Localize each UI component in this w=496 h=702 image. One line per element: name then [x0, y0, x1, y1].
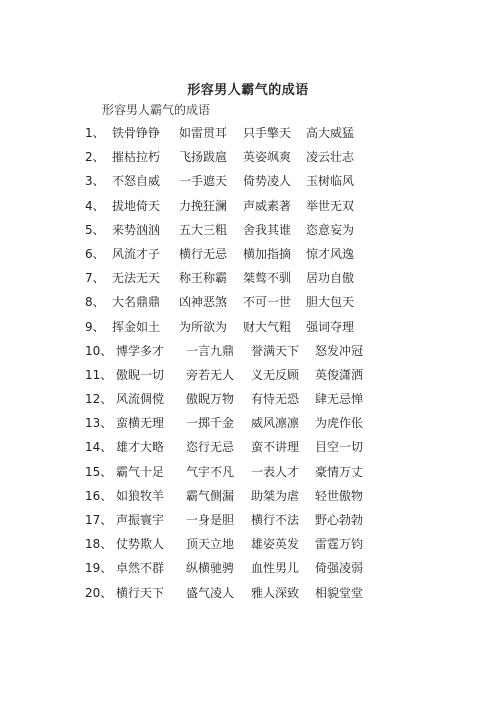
idiom: 卓然不群 [116, 561, 165, 576]
idiom: 胆大包天 [306, 295, 355, 310]
idiom: 为所欲为 [179, 319, 228, 334]
idiom: 有恃无恐 [251, 392, 300, 407]
idiom: 一掷千金 [186, 416, 235, 431]
item-number: 12、 [85, 392, 113, 407]
idiom: 大名鼎鼎 [112, 295, 161, 310]
item-number: 19、 [85, 561, 113, 576]
idiom: 不可一世 [243, 295, 292, 310]
idiom: 蛮横无理 [116, 416, 165, 431]
idiom: 飞扬跋扈 [179, 150, 228, 165]
item-number: 18、 [85, 537, 113, 552]
idiom: 霸气侧漏 [186, 488, 235, 503]
idiom: 横行不法 [251, 513, 300, 527]
idiom: 英姿飒爽 [243, 150, 292, 165]
idiom: 为虎作伥 [315, 416, 364, 431]
idiom: 凌云壮志 [306, 150, 355, 165]
idiom: 力挽狂澜 [179, 198, 228, 213]
item-number: 6、 [85, 246, 105, 261]
item-number: 1、 [85, 126, 105, 140]
idiom: 声振寰宇 [116, 513, 165, 527]
idiom: 桀骜不驯 [243, 271, 292, 286]
document-subtitle: 形容男人霸气的成语 [102, 103, 211, 117]
idiom: 摧枯拉朽 [112, 150, 161, 165]
idiom: 财大气粗 [243, 319, 292, 334]
idiom: 高大威猛 [306, 126, 355, 140]
idiom: 雅人深致 [251, 585, 300, 600]
idiom: 威风凛凛 [251, 416, 300, 431]
item-number: 5、 [85, 222, 105, 237]
idiom: 横加指摘 [243, 246, 292, 261]
idiom: 舍我其谁 [243, 222, 292, 237]
document-title: 形容男人霸气的成语 [187, 83, 309, 98]
idiom: 傲睨万物 [186, 392, 235, 407]
item-number: 7、 [85, 271, 105, 286]
idiom: 英俊潇洒 [315, 367, 364, 382]
idiom: 旁若无人 [186, 367, 235, 382]
idiom: 博学多才 [116, 343, 165, 358]
idiom: 横行无忌 [179, 246, 228, 261]
idiom: 顶天立地 [186, 537, 235, 552]
idiom: 霸气十足 [116, 464, 165, 479]
item-number: 4、 [85, 198, 105, 213]
idiom: 声威素著 [243, 198, 292, 213]
idiom: 恣行无忌 [186, 440, 235, 455]
idiom: 凶神恶煞 [179, 295, 228, 310]
idiom: 恣意妄为 [306, 222, 355, 237]
item-number: 9、 [85, 319, 105, 334]
idiom: 野心勃勃 [315, 513, 364, 527]
idiom: 雄姿英发 [251, 537, 300, 552]
idiom: 玉树临风 [306, 174, 355, 189]
idiom: 铁骨铮铮 [112, 126, 161, 140]
idiom: 助桀为虐 [251, 488, 300, 503]
idiom: 肆无忌惮 [315, 392, 364, 407]
idiom: 血性男儿 [251, 561, 300, 576]
idiom: 一手遮天 [179, 174, 228, 189]
idiom: 雄才大略 [116, 440, 165, 455]
idiom: 傲睨一切 [116, 367, 165, 382]
idiom: 义无反顾 [251, 367, 300, 382]
idiom: 无法无天 [112, 271, 161, 286]
idiom: 不怒自威 [112, 174, 161, 189]
idiom: 来势汹汹 [112, 222, 161, 237]
idiom: 仗势欺人 [116, 537, 165, 552]
item-number: 8、 [85, 295, 105, 310]
idiom: 倚势凌人 [243, 174, 292, 189]
idiom: 纵横驰骋 [186, 561, 235, 576]
idiom: 五大三粗 [179, 222, 228, 237]
idiom: 倚强凌弱 [315, 561, 364, 576]
idiom: 一表人才 [251, 464, 300, 479]
item-number: 16、 [85, 488, 113, 503]
item-number: 2、 [85, 150, 105, 165]
idiom: 轻世傲物 [315, 488, 364, 503]
item-number: 13、 [85, 416, 113, 431]
idiom: 豪情万丈 [315, 464, 364, 479]
idiom: 挥金如土 [112, 319, 161, 334]
item-number: 11、 [85, 367, 113, 382]
idiom: 誉满天下 [251, 343, 300, 358]
item-number: 15、 [85, 464, 113, 479]
idiom: 居功自傲 [306, 271, 355, 286]
idiom: 强词夺理 [306, 319, 355, 334]
item-number: 17、 [85, 513, 113, 527]
idiom: 怒发冲冠 [315, 343, 364, 358]
idiom: 盛气凌人 [186, 585, 235, 600]
idiom: 一身是胆 [186, 513, 235, 527]
idiom: 称王称霸 [179, 271, 228, 286]
idiom: 惊才风逸 [306, 246, 355, 261]
idiom: 气宇不凡 [186, 464, 235, 479]
idiom: 风流倜傥 [116, 392, 165, 407]
item-number: 10、 [85, 343, 113, 358]
idiom: 蛮不讲理 [251, 440, 300, 455]
idiom: 风流才子 [112, 246, 161, 261]
idiom: 拔地倚天 [112, 198, 161, 213]
item-number: 14、 [85, 440, 113, 455]
idiom: 相貌堂堂 [315, 585, 364, 600]
idiom: 目空一切 [315, 440, 364, 455]
item-number: 3、 [85, 174, 105, 189]
idiom: 举世无双 [306, 198, 355, 213]
idiom: 如狼牧羊 [116, 488, 165, 503]
idiom: 雷霆万钧 [315, 537, 364, 552]
idiom: 一言九鼎 [186, 343, 235, 358]
idiom: 只手擎天 [243, 126, 292, 140]
idiom: 横行天下 [116, 585, 165, 600]
item-number: 20、 [85, 585, 113, 600]
idiom: 如雷贯耳 [179, 126, 228, 140]
